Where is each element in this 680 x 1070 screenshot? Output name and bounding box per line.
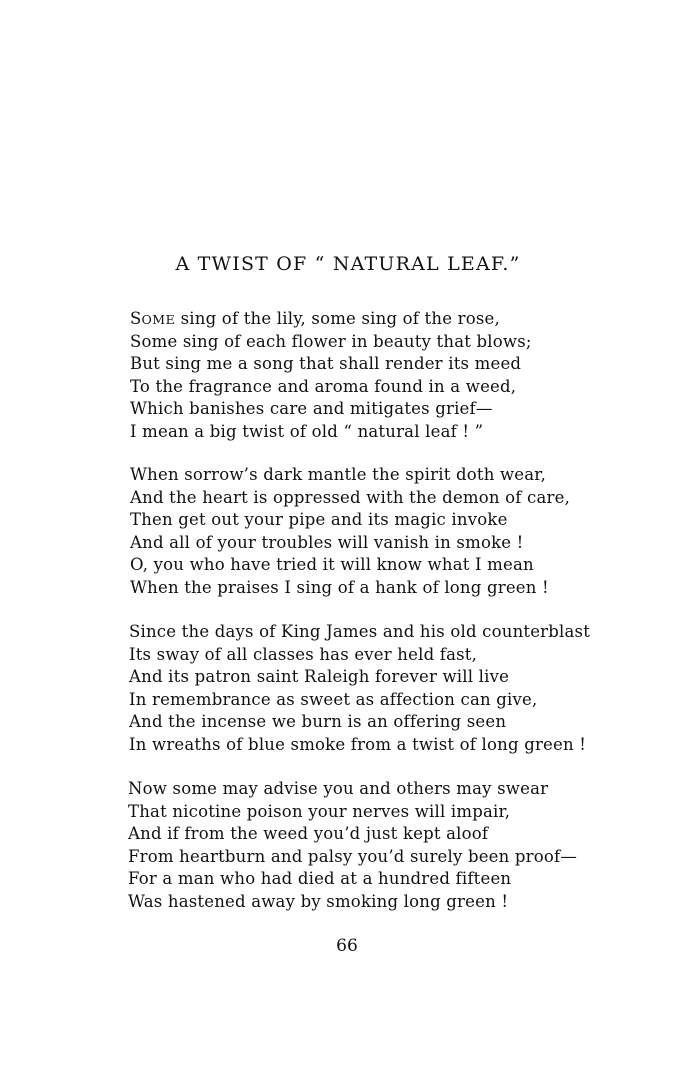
poem-line: Since the days of King James and his old counterblast xyxy=(129,622,591,641)
poem-line: And its patron saint Raleigh forever will live xyxy=(129,667,510,687)
poem-line: But sing me a song that shall render its meed xyxy=(130,354,522,374)
poem-line: And all of your troubles will vanish in smoke ! xyxy=(130,532,524,552)
stanza-2 xyxy=(130,464,570,600)
poem-line: Now some may advise you and others may swear xyxy=(128,779,549,798)
poem-line: I mean a big twist of old “ natural leaf ! ” xyxy=(130,421,484,441)
poem-line: Its sway of all classes has ever held fast, xyxy=(129,644,478,664)
poem-line: In remembrance as sweet as affection can give, xyxy=(129,689,538,709)
poem-line: And the heart is oppressed with the demon of care, xyxy=(130,487,571,507)
poem-title: A TWIST OF “ NATURAL LEAF.” xyxy=(175,253,521,275)
poem-line xyxy=(130,308,532,331)
stanza-1 xyxy=(130,308,532,444)
poem-line: Was hastened away by smoking long green ! xyxy=(128,891,509,911)
poem-line: O, you who have tried it will know what I mean xyxy=(130,555,534,575)
poem-line-text: sing of the lily, some sing of the rose, xyxy=(175,309,500,328)
poem-line: Which banishes care and mitigates grief— xyxy=(130,399,493,419)
poem-line: And if from the weed you’d just kept aloof xyxy=(128,824,489,844)
poem-line: From heartburn and palsy you’d surely been proof— xyxy=(128,846,578,866)
first-word-small-caps: OME xyxy=(141,312,176,327)
poem-line: That nicotine poison your nerves will impair, xyxy=(128,801,511,821)
poem-line: In wreaths of blue smoke from a twist of long green ! xyxy=(129,734,587,754)
stanza-3 xyxy=(129,621,590,757)
first-word-capital: S xyxy=(130,309,142,328)
poem-line: When sorrow’s dark mantle the spirit doth wear, xyxy=(130,465,547,484)
poem-line: And the incense we burn is an offering seen xyxy=(129,712,507,732)
page-number: 66 xyxy=(336,936,358,956)
poem-line: When the praises I sing of a hank of long green ! xyxy=(130,577,549,597)
poem-line: For a man who had died at a hundred fifteen xyxy=(128,869,512,889)
poem-line: Some sing of each flower in beauty that blows; xyxy=(130,331,532,351)
poem-line: Then get out your pipe and its magic invoke xyxy=(130,510,508,530)
poem-line: To the fragrance and aroma found in a weed, xyxy=(130,376,517,396)
stanza-4 xyxy=(128,778,577,914)
